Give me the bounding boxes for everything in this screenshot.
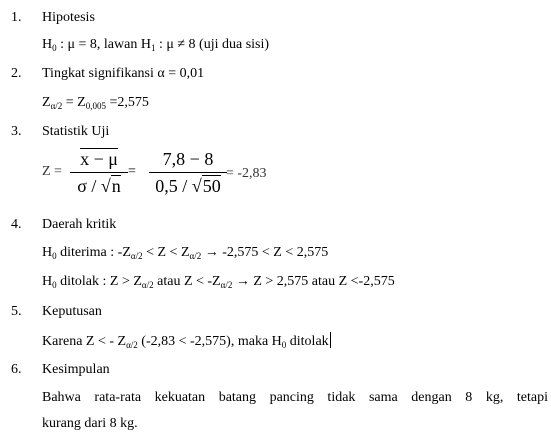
conclusion-line-2: kurang dari 8 kg. xyxy=(42,416,138,431)
formula-fraction-general xyxy=(70,146,128,199)
sqrt-symbol: √ xyxy=(191,176,202,196)
section-number-3: 3. xyxy=(11,124,22,139)
section-number-2: 2. xyxy=(11,66,22,81)
formula-numerator: x − μ xyxy=(80,149,118,169)
conclusion-line-1: Bahwa rata-rata kekuatan batang pancing tidak sama dengan 8 kg, tetapi xyxy=(42,390,548,405)
section-number-1: 1. xyxy=(11,10,22,25)
section-title-daerah-kritik: Daerah kritik xyxy=(42,217,117,232)
section-number-4: 4. xyxy=(11,217,22,232)
acceptance-region-line: $H_0$ diterima : $-Z_{\alpha/2} < Z < Z_{\alpha/2} \to -2,575 < Z < 2,575$ xyxy=(42,245,329,261)
z-label: Z = xyxy=(42,164,62,179)
formula-fraction-values xyxy=(149,146,227,199)
z-critical-line: $Z_{\alpha/2} = Z_{0,005} =2,575$ xyxy=(42,95,149,111)
sqrt-symbol: √ xyxy=(100,176,111,196)
statistic-result: = -2,83 xyxy=(226,166,267,181)
rejection-region-line: $H_0$ ditolak : $Z > Z_{\alpha/2}$ atau $Z < -Z_{\alpha/2} \to Z > 2,575$ atau Z <-2,575 xyxy=(42,274,395,290)
section-title-statistik: Statistik Uji xyxy=(42,124,110,139)
hypothesis-line: $H_0$ : μ = 8, lawan $H_1$ : μ ≠ 8 (uji dua sisi) xyxy=(42,37,270,53)
decision-line[interactable]: Karena Z < - $Z_{\alpha/2}$ (-2,83 < -2,575), maka $H_0$ ditolak xyxy=(42,334,329,350)
formula-denominator: σ / √n xyxy=(70,172,128,199)
section-number-5: 5. xyxy=(11,304,22,319)
values-denominator: 0,5 / √50 xyxy=(149,172,227,199)
test-statistic-formula xyxy=(42,144,342,208)
section-title-hipotesis: Hipotesis xyxy=(42,10,95,25)
equals-sign: = xyxy=(128,164,136,179)
values-numerator: 7,8 − 8 xyxy=(162,149,214,169)
section-title-kesimpulan: Kesimpulan xyxy=(42,362,110,377)
section-number-6: 6. xyxy=(11,362,22,377)
text-cursor xyxy=(330,332,331,348)
section-title-signifikansi: Tingkat signifikansi α = 0,01 xyxy=(42,66,205,81)
section-title-keputusan: Keputusan xyxy=(42,304,102,319)
